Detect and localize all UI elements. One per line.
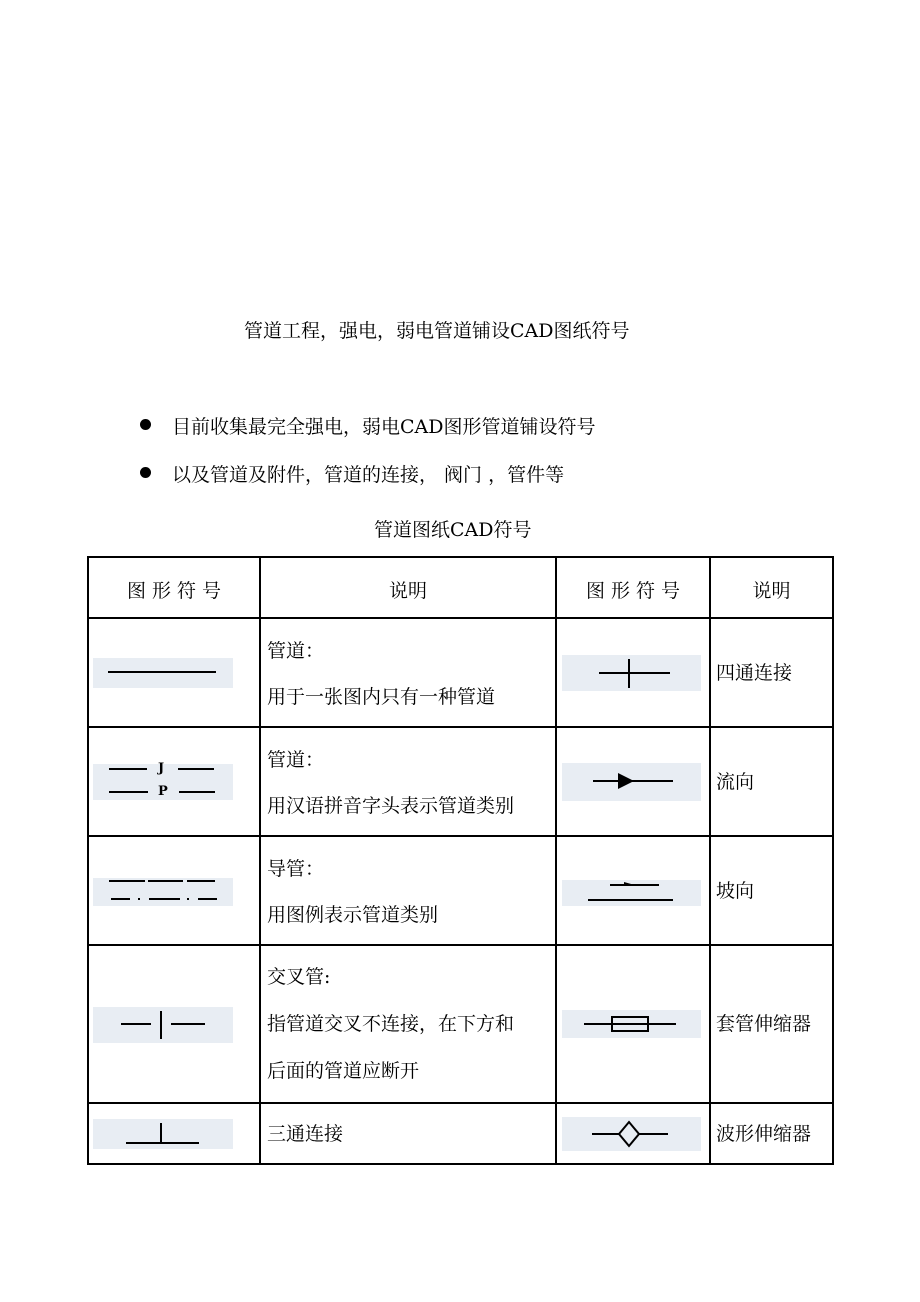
pipe-letter-codes-icon [93, 761, 233, 800]
description-line: 后面的管道应断开 [267, 1060, 420, 1082]
description-line: 用图例表示管道类别 [267, 904, 439, 926]
single-pipe-line-icon [93, 658, 233, 688]
description-line: 三通连接 [267, 1123, 344, 1145]
table-border [832, 556, 834, 1165]
header-symbol: 图 形 符 号 [585, 580, 681, 602]
page-title: 管道工程，强电，弱电管道铺设CAD图纸符号 [244, 320, 630, 342]
bellows-expansion-joint-icon [562, 1117, 701, 1151]
table-border [87, 556, 834, 558]
description-line: 指管道交叉不连接，在下方和 [267, 1013, 515, 1035]
dashed-conduit-icon [93, 878, 233, 906]
header-description: 说明 [388, 580, 427, 602]
bullet-icon [140, 419, 151, 430]
row-divider [87, 835, 834, 837]
description-line: 四通连接 [716, 662, 793, 684]
description-line: 用汉语拼音字头表示管道类别 [267, 795, 515, 817]
tee-connection-icon [93, 1119, 233, 1149]
description-line: 坡向 [716, 880, 755, 902]
row-divider [87, 1102, 834, 1104]
description-line: 波形伸缩器 [716, 1123, 812, 1145]
header-symbol: 图 形 符 号 [126, 580, 222, 602]
crossing-pipe-icon [93, 1007, 233, 1043]
column-divider [555, 556, 557, 1165]
bullet-icon [140, 467, 151, 478]
column-divider [259, 556, 261, 1165]
description-line: 管道： [267, 640, 325, 662]
description-line: 套管伸缩器 [716, 1013, 812, 1035]
bullet-text: 目前收集最完全强电，弱电CAD图形管道铺设符号 [172, 416, 596, 438]
pipe-code-letter: P [158, 784, 168, 799]
flow-arrow-icon [562, 763, 701, 801]
pipe-code-letter: J [158, 761, 165, 776]
description-line: 交叉管: [267, 966, 331, 988]
row-divider [87, 617, 834, 619]
four-way-cross-icon [562, 655, 701, 691]
table-caption: 管道图纸CAD符号 [374, 519, 532, 541]
description-line: 管道： [267, 749, 325, 771]
description-line: 流向 [716, 771, 755, 793]
bullet-text: 以及管道及附件，管道的连接， 阀门 ，管件等 [172, 464, 565, 486]
description-line: 用于一张图内只有一种管道 [267, 686, 496, 708]
description-line: 导管： [267, 858, 325, 880]
sleeve-expansion-joint-icon [562, 1010, 701, 1038]
table-border [87, 556, 89, 1165]
header-description: 说明 [752, 580, 791, 602]
column-divider [709, 556, 711, 1165]
row-divider [87, 944, 834, 946]
table-border [87, 1163, 834, 1165]
row-divider [87, 726, 834, 728]
slope-arrow-icon [562, 880, 701, 906]
